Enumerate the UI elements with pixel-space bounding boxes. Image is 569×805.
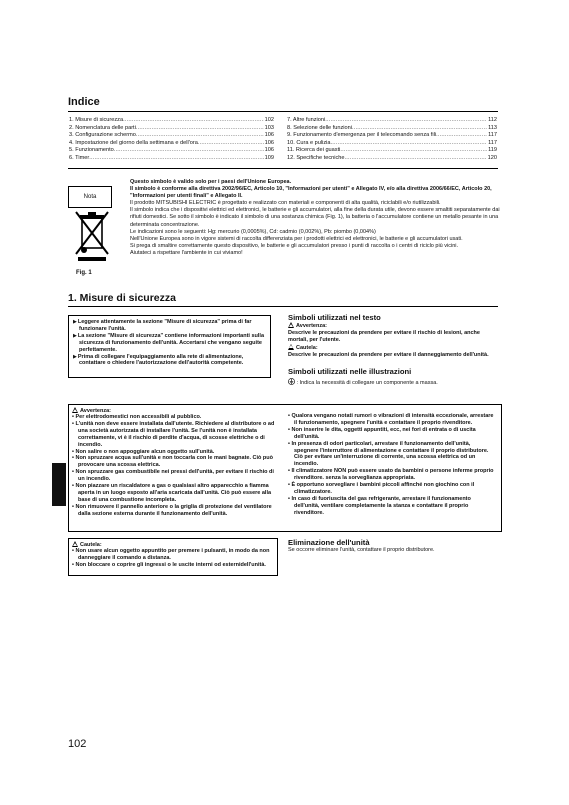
warning-item: • Non salire o non appoggiare alcun oggetto sull'unità. bbox=[72, 449, 277, 456]
warning-list-left bbox=[72, 414, 277, 518]
toc-entry[interactable] bbox=[69, 140, 274, 148]
toc-entry-page: 106 bbox=[264, 147, 274, 154]
toc-entry[interactable] bbox=[287, 125, 497, 133]
warning-description: Descrive le precauzioni da prendere per evitare il rischio di lesioni, anche mortali, per l'utente. bbox=[288, 329, 480, 343]
intro-item: ▶ La sezione "Misure di sicurezza" contiene informazioni importanti sulla sicurezza di funzionamento dell'unità. Accertarsi che vengano seguite perfettamente. bbox=[73, 333, 266, 354]
toc-leader bbox=[331, 140, 488, 148]
symbols-text-title: Simboli utilizzati nel testo bbox=[288, 313, 381, 322]
warning-item: • Per elettrodomestici non accessibili al pubblico. bbox=[72, 414, 277, 421]
disposal-text: Se occorre eliminare l'unità, contattare il proprio distributore. bbox=[288, 547, 435, 553]
toc-entry[interactable] bbox=[69, 132, 274, 140]
toc-leader bbox=[352, 125, 487, 133]
note-paragraph: Il prodotto MITSUBISHI ELECTRIC è progettato e realizzato con materiali e componenti di alta qualità, riciclabili e/o riutilizzabili. bbox=[130, 200, 441, 207]
toc-entry[interactable] bbox=[287, 117, 497, 125]
note-paragraph: Si prega di smaltire correttamente questo dispositivo, le batterie e gli accumulatori presso i punti di raccolta o i centri di riciclo più vicini. bbox=[130, 242, 459, 249]
intro-box bbox=[68, 315, 271, 378]
toc-bottom-rule bbox=[68, 168, 498, 169]
section-rule bbox=[68, 306, 498, 307]
caution-description: Descrive le precauzioni da prendere per evitare il danneggiamento dell'unità. bbox=[288, 351, 489, 358]
ground-symbol-row: : Indica la necessità di collegare un componente a massa. bbox=[288, 378, 500, 387]
warning-item: • L'unità non deve essere installata dall'utente. Richiedere al distributore o ad una società autorizzata di installare l'unità. Se l'unità non è installata correttamente, vi è il rischio di perdite d'acqua, di scosse elettriche o di incendio. bbox=[72, 421, 277, 449]
toc-leader bbox=[198, 140, 264, 148]
intro-item: ▶ Prima di collegare l'equipaggiamento alla rete di alimentazione, contattare o chiedere l'autorizzazione dell'autorità competente. bbox=[73, 354, 266, 368]
toc-entry-label: 8. Selezione delle funzioni bbox=[287, 124, 352, 131]
note-paragraph: Il simbolo indica che i dispositivi elettrici ed elettronici, le batterie e gli accumulatori, alla fine della durata utile, devono essere smaltiti separatamente dai rifiuti domestici. Se sotto il simbolo è indicato il simbolo di una sostanza chimica (Fig. 1), la batteria o l'accumulatore contiene un metallo pesante in una determinata concentrazione. bbox=[130, 207, 500, 228]
toc-leader bbox=[123, 117, 264, 125]
toc-entry[interactable] bbox=[69, 147, 274, 155]
caution-icon bbox=[72, 541, 78, 547]
toc-entry-label: 12. Specifiche tecniche bbox=[287, 154, 345, 161]
toc-entry-page: 117 bbox=[488, 132, 497, 139]
toc-leader bbox=[325, 117, 487, 125]
toc-entry-page: 102 bbox=[264, 117, 274, 123]
toc-entry[interactable] bbox=[287, 155, 497, 163]
note-label: Nota bbox=[68, 186, 112, 208]
toc-leader bbox=[436, 132, 487, 140]
toc-leader bbox=[136, 132, 264, 140]
figure-label: Fig. 1 bbox=[76, 270, 92, 276]
toc-leader bbox=[136, 125, 264, 133]
note-paragraph: Le indicazioni sono le seguenti: Hg: mercurio (0,0005%), Cd: cadmio (0,002%), Pb: piombo (0,004%) bbox=[130, 228, 376, 235]
warning-item: • Non spruzzare acqua sull'unità e non toccarla con le mani bagnate. Ciò può provocare una scossa elettrica. bbox=[72, 455, 277, 469]
toc-entry[interactable] bbox=[287, 132, 497, 140]
toc-entry-page: 103 bbox=[264, 124, 274, 131]
caution-icon bbox=[288, 344, 294, 350]
toc-leader bbox=[114, 147, 264, 155]
warning-item: • Non rimuovere il pannello anteriore o la griglia di protezione del ventilatore dalla sezione esterna durante il funzionamento dell'unità. bbox=[72, 504, 277, 518]
toc-entry-page: 117 bbox=[488, 139, 497, 146]
page-title: Indice bbox=[68, 96, 100, 108]
disposal bbox=[288, 538, 500, 554]
toc-entry-page: 112 bbox=[488, 117, 497, 123]
toc-entry-page: 106 bbox=[264, 139, 274, 146]
toc-leader bbox=[340, 147, 487, 155]
toc-entry[interactable] bbox=[69, 155, 274, 163]
side-tab bbox=[52, 463, 66, 506]
toc-entry-page: 113 bbox=[488, 124, 497, 131]
toc-entry[interactable] bbox=[287, 140, 497, 148]
note-bold-2: Il simbolo è conforme alla direttiva 2002/96/EC, Articolo 10, "Informazioni per utenti" e Allegato IV, e/o alla direttiva 2006/66/EC, Articolo 20, "Informazioni per utenti finali" e Allegato II. bbox=[130, 186, 492, 200]
note-paragraph: Aiutateci a rispettare l'ambiente in cui viviamo! bbox=[130, 249, 243, 256]
toc-entry-page: 120 bbox=[487, 154, 497, 161]
ground-icon bbox=[288, 378, 295, 385]
note-paragraph: Nell'Unione Europea sono in vigore sistemi di raccolta differenziata per i prodotti elettrici ed elettronici, le batterie e gli accumulatori usati. bbox=[130, 235, 463, 242]
warning-item: • Il climatizzatore NON può essere usato da bambini o persone inferme proprio rivenditore. senza la sorveglianza appropriata. bbox=[288, 468, 495, 482]
toc-entry-label: 2. Nomenclatura delle parti bbox=[69, 124, 136, 131]
toc-entry[interactable] bbox=[69, 125, 274, 133]
toc-left bbox=[69, 117, 274, 163]
toc-entry-page: 119 bbox=[488, 147, 497, 154]
symbols-text bbox=[288, 313, 500, 386]
crossed-out-wheelie-bin-icon bbox=[72, 210, 112, 262]
warning-item: • È opportuno sorvegliare i bambini piccoli affinché non giochino con il climatizzatore. bbox=[288, 482, 495, 496]
warning-item: • In presenza di odori particolari, arrestare il funzionamento dell'unità, spegnere l'interruttore di alimentazione e contattare il proprio distributore. Ciò per evitare un'interruzione di corrente, una scossa elettrica od un incendio. bbox=[288, 441, 495, 469]
warning-icon bbox=[288, 322, 294, 328]
section-title: 1. Misure di sicurezza bbox=[68, 292, 176, 304]
toc-entry-label: 1. Misure di sicurezza bbox=[69, 117, 124, 123]
toc-entry-page: 106 bbox=[264, 132, 274, 139]
warning-icon bbox=[72, 407, 78, 413]
toc-entry-label: 4. Impostazione del giorno della settimana e dell'ora bbox=[69, 139, 198, 146]
toc-entry-label: 10. Cura e pulizia bbox=[287, 139, 331, 146]
toc-entry[interactable] bbox=[69, 117, 274, 125]
toc-right bbox=[287, 117, 497, 163]
caution-item: • Non bloccare o coprire gli ingressi o le uscite interni od esternidell'unità. bbox=[72, 562, 274, 569]
note-bold-1: Questo simbolo è valido solo per i paesi dell'Unione Europea. bbox=[130, 179, 292, 185]
warning-item: • Non piazzare un riscaldatore a gas o qualsiasi altro apparecchio a fiamma aperta in un luogo esposto all'aria scaricata dall'unità. Ciò può essere alla base di una combustione incompleta. bbox=[72, 483, 277, 504]
warning-item: • Qualora vengano notati rumori o vibrazioni di intensità eccezionale, arrestare il funzionamento, spegnere l'unità e contattare il proprio rivenditore. bbox=[288, 413, 495, 427]
toc-entry-label: 7. Altre funzioni bbox=[287, 117, 326, 123]
caution-symbol-row: Cautela: bbox=[288, 344, 500, 352]
intro-item: ▶ Leggere attentamente la sezione "Misure di sicurezza" prima di far funzionare l'unità. bbox=[73, 319, 266, 333]
title-rule bbox=[68, 111, 498, 112]
warning-heading: Avvertenza: bbox=[72, 407, 111, 415]
warning-item: • In caso di fuoriuscita del gas refrigerante, arrestare il funzionamento dell'unità, ventilare completamente la stanza e contattare il proprio rivenditore. bbox=[288, 496, 495, 517]
toc-entry[interactable] bbox=[287, 147, 497, 155]
toc-entry-page: 109 bbox=[264, 154, 274, 161]
warning-item: • Non spruzzare gas combustibile nei pressi dell'unità, per evitare il rischio di un incendio. bbox=[72, 469, 277, 483]
toc-entry-label: 3. Configurazione schermo bbox=[69, 132, 136, 139]
disposal-title: Eliminazione dell'unità bbox=[288, 538, 370, 547]
toc-entry-label: 9. Funzionamento d'emergenza per il telecomando senza fili bbox=[287, 132, 437, 139]
caution-heading: Cautela: bbox=[72, 541, 102, 549]
toc-leader bbox=[89, 155, 263, 163]
toc-entry-label: 11. Ricerca dei guasti bbox=[287, 147, 341, 154]
note-text bbox=[130, 179, 505, 257]
warning-symbol-row: Avvertenza: bbox=[288, 322, 500, 330]
toc-leader bbox=[345, 155, 487, 163]
page-number: 102 bbox=[68, 738, 87, 750]
warning-list-right bbox=[288, 413, 495, 517]
toc-entry-label: 6. Timer bbox=[69, 154, 90, 161]
warning-item: • Non inserire le dita, oggetti appuntiti, ecc, nei fori di entrata o di uscita dell'unità. bbox=[288, 427, 495, 441]
toc-entry-label: 5. Funzionamento bbox=[69, 147, 114, 154]
symbols-illus-title: Simboli utilizzati nelle illustrazioni bbox=[288, 366, 412, 376]
caution-list bbox=[72, 548, 274, 569]
caution-item: • Non usare alcun oggetto appuntito per premere i pulsanti, in modo da non danneggiare il comando a distanza. bbox=[72, 548, 274, 562]
